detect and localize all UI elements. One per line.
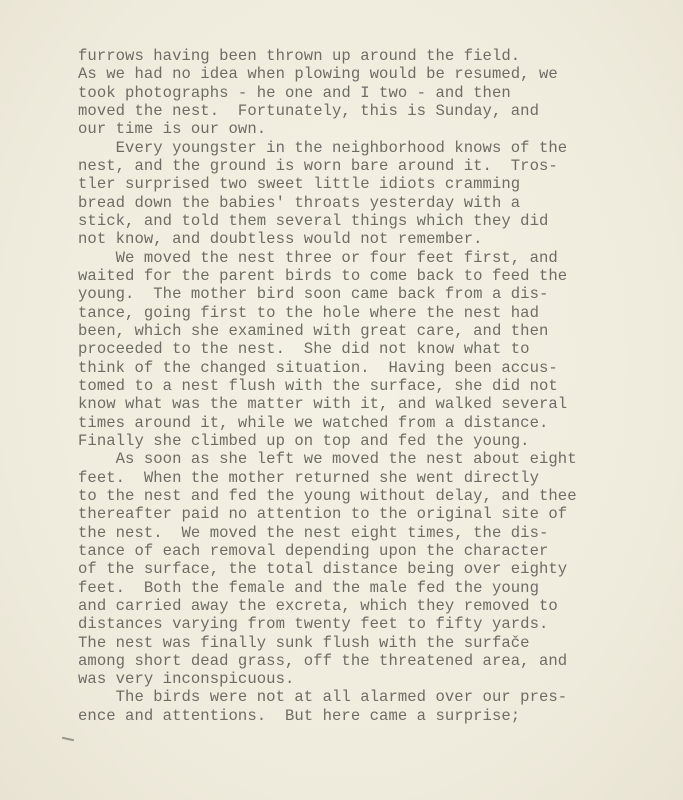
text-line: among short dead grass, off the threatened area, and [78,651,568,670]
text-line: waited for the parent birds to come back to feed the [78,266,568,285]
text-line: The birds were not at all alarmed over our pres- [78,688,568,707]
text-line: feet. When the mother returned she went directly [78,468,539,487]
text-line: tance of each removal depending upon the character [78,541,549,560]
text-line: tler surprised two sweet little idiots cramming [78,175,521,194]
text-line: The nest was finally sunk flush with the surfače [78,633,530,652]
text-line: stick, and told them several things which they did [78,211,549,230]
text-line: nest, and the ground is worn bare around it. Tros- [78,156,558,175]
text-line: of the surface, the total distance being over eighty [78,560,568,579]
text-line: As soon as she left we moved the nest about eight [78,450,577,469]
text-line: Every youngster in the neighborhood knows of the [78,138,568,157]
text-line: proceeded to the nest. She did not know what to [78,340,530,359]
text-line: thereafter paid no attention to the original site of [78,505,568,524]
text-line: ence and attentions. But here came a surprise; [78,706,521,725]
text-line: think of the changed situation. Having been accus- [78,358,558,377]
text-line: feet. Both the female and the male fed the young [78,578,539,597]
text-line: and carried away the excreta, which they removed to [78,596,558,615]
text-line: know what was the matter with it, and walked several [78,395,568,414]
paper-mark [62,737,74,741]
text-line: been, which she examined with great care, and then [78,321,549,340]
text-line: As we had no idea when plowing would be resumed, we [78,65,558,84]
text-line: Finally she climbed up on top and fed the young. [78,431,530,450]
text-line: to the nest and fed the young without delay, and thee [78,486,577,505]
text-line: our time is our own. [78,120,267,139]
text-line: not know, and doubtless would not remember. [78,230,483,249]
text-line: We moved the nest three or four feet first, and [78,248,558,267]
text-line: furrows having been thrown up around the field. [78,47,521,65]
text-line: young. The mother bird soon came back from a dis- [78,285,549,304]
text-line: took photographs - he one and I two - and then [78,83,511,102]
text-line: moved the nest. Fortunately, this is Sunday, and [78,101,539,120]
text-line: tance, going first to the hole where the nest had [78,303,539,322]
text-line: was very inconspicuous. [78,670,295,689]
text-line: the nest. We moved the nest eight times, the dis- [78,523,549,542]
text-line: distances varying from twenty feet to fifty yards. [78,615,549,634]
text-line: tomed to a nest flush with the surface, she did not [78,376,558,395]
typewritten-text-body [78,47,577,725]
text-line: times around it, while we watched from a distance. [78,413,549,432]
text-line: bread down the babies' throats yesterday with a [78,193,521,212]
